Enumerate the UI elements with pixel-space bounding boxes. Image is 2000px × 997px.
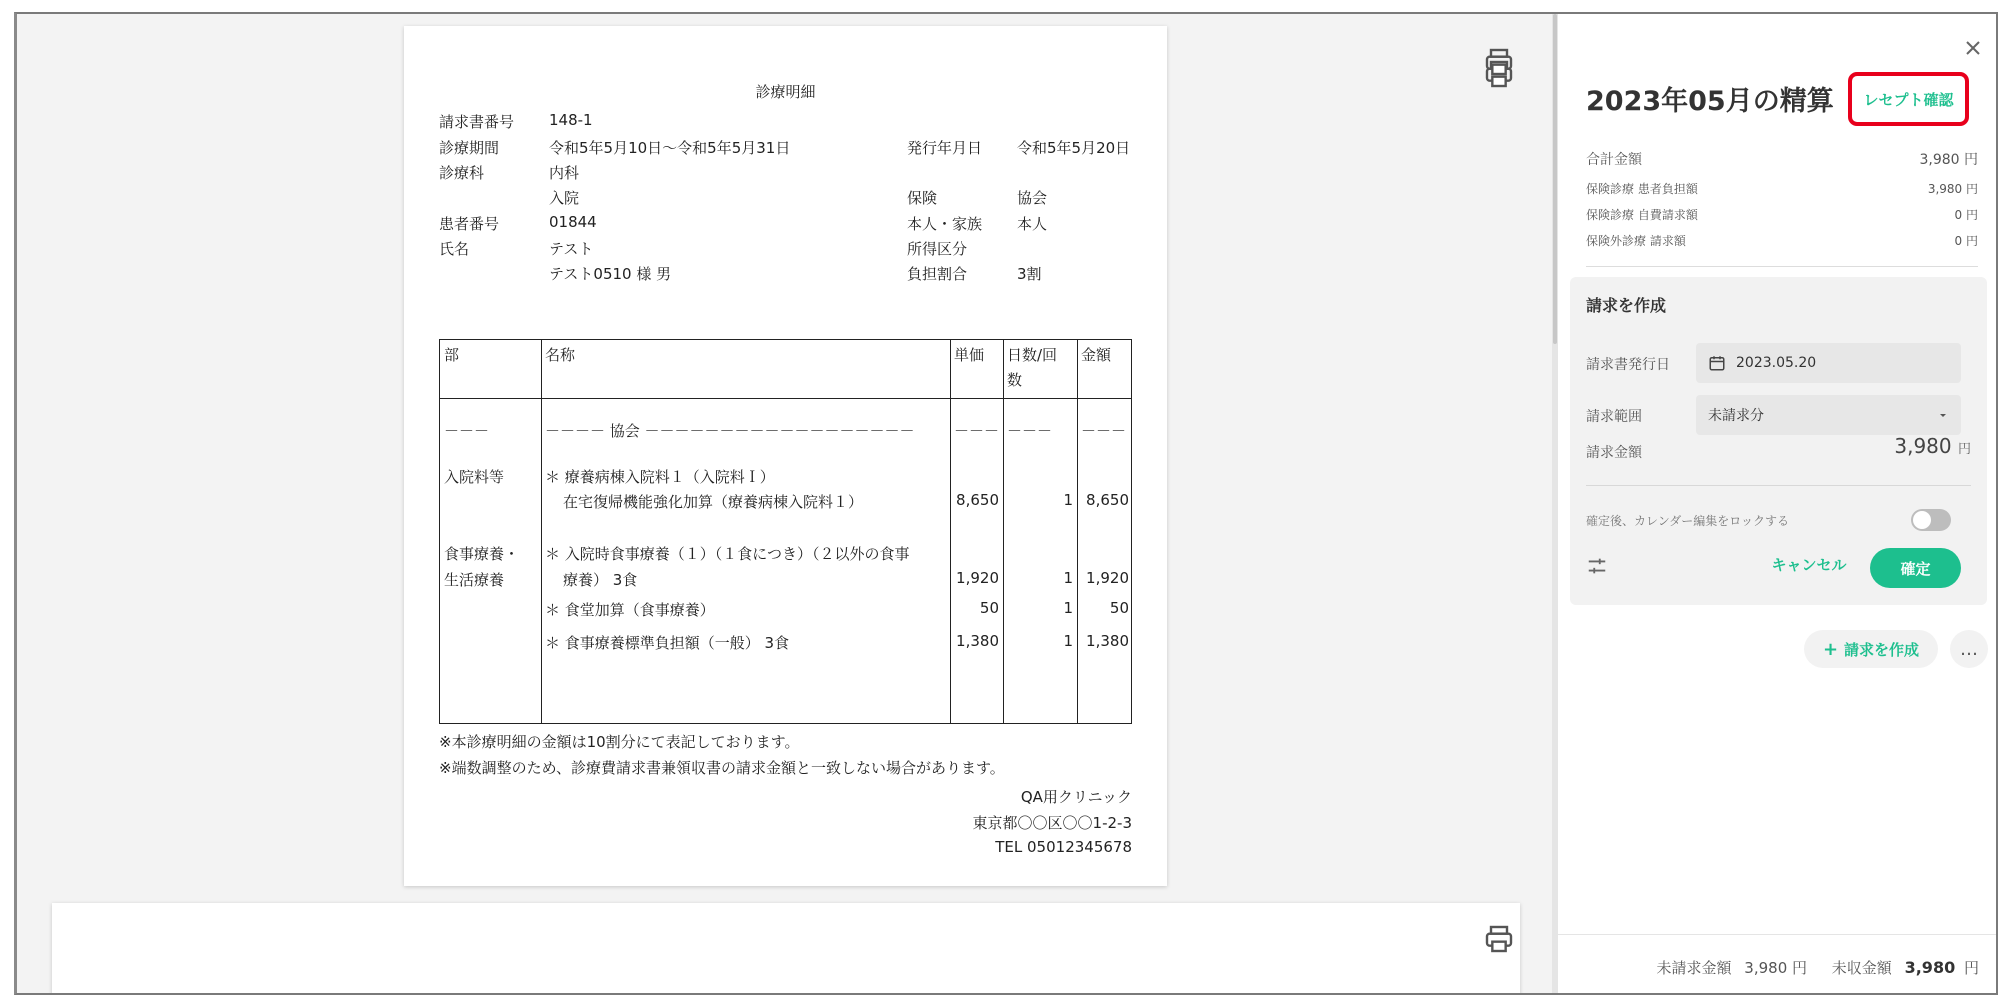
receipt-check-button[interactable]: レセプト確認	[1848, 72, 1969, 126]
amount-value-row	[1894, 434, 1971, 458]
close-icon[interactable]	[1961, 36, 1985, 60]
insurance-value: 協会	[1017, 189, 1048, 207]
amount-value: 3,980	[1894, 434, 1952, 458]
row-unit-price: 8,650	[956, 491, 999, 509]
amount-unit: 円	[1957, 442, 1971, 457]
lock-calendar-text: 確定後、カレンダー編集をロックする	[1586, 514, 1789, 528]
patient-no-label: 患者番号	[439, 215, 500, 233]
period-value: 令和5年5月10日～令和5年5月31日	[549, 139, 791, 157]
burden-ratio-value: 3割	[1017, 265, 1042, 283]
patient-burden-value: 3,980 円	[1927, 182, 1978, 196]
patient-burden-row	[1586, 180, 1978, 197]
toggle-knob	[1913, 511, 1931, 529]
row-item-name: ＊ 入院時食事療養（１）（１食につき）（２以外の食事	[545, 545, 910, 563]
note-text: ※本診療明細の金額は10割分にて表記しております。	[439, 733, 800, 751]
form-divider	[1586, 485, 1971, 486]
clinic-tel: TEL 05012345678	[995, 838, 1132, 856]
header-section: 部	[444, 346, 460, 364]
medical-statement-page	[404, 26, 1167, 886]
calendar-icon	[1708, 354, 1726, 372]
row-days: 1	[1063, 569, 1073, 587]
header-amount: 金額	[1081, 346, 1112, 364]
clinic-name: QA用クリニック	[1020, 788, 1132, 806]
row-days: 1	[1063, 632, 1073, 650]
create-invoice-button[interactable]	[1804, 630, 1938, 668]
row-unit-price: 1,380	[956, 632, 999, 650]
burden-ratio-label: 負担割合	[907, 265, 968, 283]
self-pay-value: 0 円	[1954, 208, 1978, 222]
name-label: 氏名	[439, 240, 470, 258]
period-label: 診療期間	[439, 139, 500, 157]
unbilled-label: 未請求金額	[1656, 959, 1732, 977]
row-amount: 50	[1109, 599, 1129, 617]
range-label: 請求範囲	[1586, 409, 1642, 425]
uncollected-label: 未収金額	[1831, 959, 1892, 977]
outside-insurance-value: 0 円	[1954, 234, 1978, 248]
self-pay-row	[1586, 206, 1978, 223]
clinic-address: 東京都〇〇区〇〇1-2-3	[972, 814, 1132, 832]
issue-date-label: 請求書発行日	[1586, 357, 1670, 373]
chevron-down-icon	[1937, 409, 1949, 421]
row-amount: 1,380	[1086, 632, 1129, 650]
dash-section: －－－	[444, 422, 490, 440]
panel-footer	[1558, 934, 1998, 995]
self-pay-label: 保険診療 自費請求額	[1586, 208, 1698, 222]
relation-label: 本人・家族	[907, 215, 983, 233]
row-section-continued: 生活療養	[444, 571, 505, 589]
panel-title: 2023年05月の精算	[1586, 86, 1834, 117]
admission-value: 入院	[549, 189, 580, 207]
create-invoice-form	[1570, 277, 1987, 605]
row-unit-price: 50	[979, 599, 999, 617]
income-class-label: 所得区分	[907, 240, 968, 258]
row-amount: 8,650	[1086, 491, 1129, 509]
dash-name: －－－－ 協会 －－－－－－－－－－－－－－－－－－	[545, 422, 915, 440]
total-amount-label: 合計金額	[1586, 152, 1642, 168]
patient-no-value: 01844	[549, 213, 597, 231]
table-header-divider	[440, 398, 1131, 399]
department-value: 内科	[549, 164, 580, 182]
invoice-no-value: 148-1	[549, 111, 593, 129]
confirm-button[interactable]: 確定	[1870, 548, 1961, 588]
app-window	[14, 12, 1998, 995]
row-unit-price: 1,920	[956, 569, 999, 587]
dash-amount: －－－	[1081, 422, 1127, 440]
header-name: 名称	[545, 346, 576, 364]
print-icon[interactable]	[1483, 46, 1515, 78]
footer-summary	[1657, 957, 1980, 978]
preview-scroll-thumb[interactable]	[1553, 14, 1557, 344]
patient-name-value: テスト0510 様 男	[549, 265, 672, 283]
row-item-name-continued: 療養） 3食	[563, 571, 638, 589]
plus-icon: +	[1822, 638, 1839, 660]
range-select[interactable]	[1696, 395, 1961, 435]
patient-burden-label: 保険診療 患者負担額	[1586, 182, 1698, 196]
relation-value: 本人	[1017, 215, 1048, 233]
dash-unit-price: －－－	[954, 422, 1000, 440]
more-options-button[interactable]: …	[1950, 630, 1988, 668]
print-icon[interactable]	[1483, 923, 1515, 955]
second-document-page	[52, 903, 1520, 995]
row-item-name: ＊ 食堂加算（食事療養）	[545, 601, 715, 619]
row-section: 入院料等	[444, 468, 505, 486]
note-text: ※端数調整のため、診療費請求書兼領収書の請求金額と一致しない場合があります。	[439, 759, 1005, 777]
issue-date-label: 発行年月日	[907, 139, 983, 157]
dash-days: －－－	[1007, 422, 1053, 440]
total-amount-row	[1586, 149, 1978, 169]
row-days: 1	[1063, 599, 1073, 617]
header-unit-price: 単価	[954, 346, 985, 364]
document-preview-area[interactable]	[17, 14, 1552, 995]
name-kana-value: テスト	[549, 240, 594, 258]
cancel-button[interactable]: キャンセル	[1771, 556, 1847, 574]
uncollected-unit: 円	[1963, 959, 1979, 977]
uncollected-value: 3,980	[1904, 958, 1956, 977]
insurance-label: 保険	[907, 189, 938, 207]
summary-divider	[1586, 266, 1978, 267]
unbilled-value: 3,980 円	[1744, 959, 1808, 977]
row-item-name: ＊ 食事療養標準負担額（一般） 3食	[545, 634, 790, 652]
header-days: 日数/回	[1007, 346, 1058, 364]
header-days-continued: 数	[1007, 371, 1023, 389]
amount-label: 請求金額	[1586, 445, 1642, 461]
form-heading: 請求を作成	[1586, 296, 1667, 315]
row-amount: 1,920	[1086, 569, 1129, 587]
total-amount-value: 3,980 円	[1919, 152, 1978, 168]
invoice-no-label: 請求書番号	[439, 113, 515, 131]
document-title: 診療明細	[755, 83, 816, 101]
issue-date-value: 2023.05.20	[1736, 355, 1817, 371]
settlement-panel	[1558, 14, 1998, 995]
department-label: 診療科	[439, 164, 485, 182]
row-item-name-continued: 在宅復帰機能強化加算（療養病棟入院料１）	[563, 493, 864, 511]
row-item-name: ＊ 療養病棟入院料１（入院料Ｉ）	[545, 468, 775, 486]
adjust-icon[interactable]	[1586, 555, 1608, 577]
lock-calendar-toggle[interactable]	[1911, 509, 1951, 531]
issue-date-value: 令和5年5月20日	[1017, 139, 1131, 157]
row-section: 食事療養・	[444, 545, 520, 563]
row-days: 1	[1063, 491, 1073, 509]
issue-date-field[interactable]	[1696, 343, 1961, 383]
outside-insurance-row	[1586, 232, 1978, 249]
create-invoice-label: 請求を作成	[1844, 640, 1920, 659]
detail-table	[439, 339, 1132, 724]
range-value: 未請求分	[1708, 408, 1764, 424]
outside-insurance-label: 保険外診療 請求額	[1586, 234, 1686, 248]
